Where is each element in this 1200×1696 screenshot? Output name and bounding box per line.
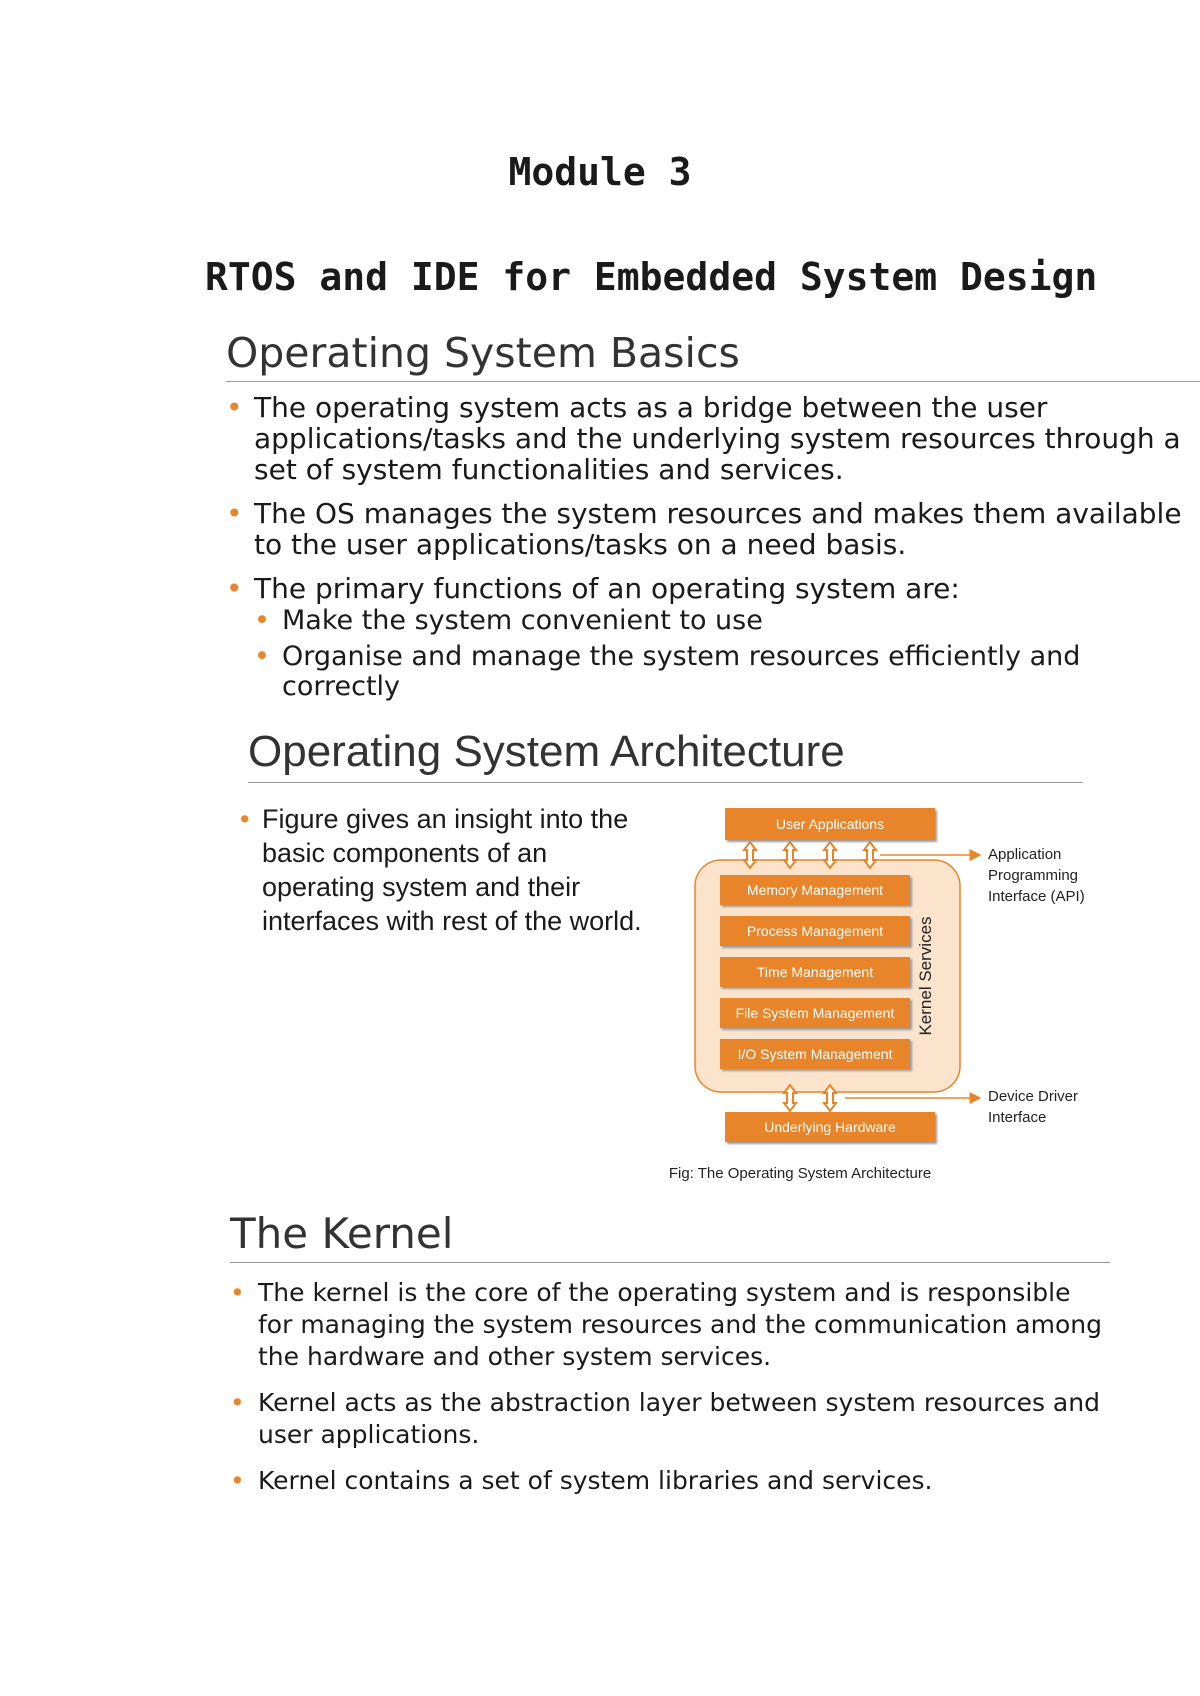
device-driver-label [988, 1086, 1078, 1128]
kernel-services-label: Kernel Services [916, 916, 935, 1036]
list-item: • Organise and manage the system resources efficiently and correctly [254, 642, 1200, 702]
io-system-management-box: I/O System Management [720, 1039, 910, 1069]
sub-bullet-list [254, 606, 1200, 702]
bullet-list [230, 1277, 1110, 1497]
document-title: RTOS and IDE for Embedded System Design [205, 255, 1098, 299]
section-os-architecture [248, 727, 1083, 783]
list-item: • Make the system convenient to use [254, 606, 1200, 636]
driver-label-line: Device Driver [988, 1088, 1079, 1105]
time-management-box: Time Management [720, 957, 910, 987]
list-item: • Figure gives an insight into the basic components of an operating system and their interfaces with rest of the world. [240, 802, 660, 938]
figure-caption: Fig: The Operating System Architecture [668, 1165, 932, 1182]
user-applications-box: User Applications [725, 808, 935, 840]
list-item-text: The primary functions of an operating system are: [254, 572, 960, 606]
list-item: • The kernel is the core of the operating system and is responsible for managing the system resources and the communication among the hardware and other system services. [230, 1277, 1110, 1373]
section-os-basics [226, 330, 1200, 715]
os-architecture-diagram [680, 800, 1120, 1200]
module-title: Module 3 [508, 150, 692, 194]
section-heading: The Kernel [230, 1210, 1110, 1263]
file-system-management-box: File System Management [720, 998, 910, 1028]
api-label-line: Application [988, 846, 1062, 863]
list-item: • Kernel acts as the abstraction layer between system resources and user applications. [230, 1387, 1110, 1451]
api-label-line: Interface (API) [988, 888, 1085, 905]
section-heading: Operating System Basics [226, 330, 1200, 382]
list-item: • The OS manages the system resources and makes them available to the user applications/tasks on a need basis. [226, 498, 1200, 560]
underlying-hardware-box: Underlying Hardware [725, 1112, 935, 1142]
list-item [226, 573, 1200, 702]
list-item: • Kernel contains a set of system libraries and services. [230, 1465, 1110, 1497]
api-label [988, 844, 1085, 907]
driver-label-line: Interface [988, 1109, 1047, 1126]
section-kernel [230, 1210, 1110, 1511]
architecture-description [240, 802, 660, 938]
section-heading: Operating System Architecture [248, 727, 1083, 783]
list-item: • The operating system acts as a bridge between the user applications/tasks and the underlying system resources through a set of system functionalities and services. [226, 392, 1200, 485]
bullet-list [226, 392, 1200, 702]
process-management-box: Process Management [720, 916, 910, 946]
bullet-list [240, 802, 660, 938]
api-label-line: Programming [988, 867, 1079, 884]
memory-management-box: Memory Management [720, 875, 910, 905]
